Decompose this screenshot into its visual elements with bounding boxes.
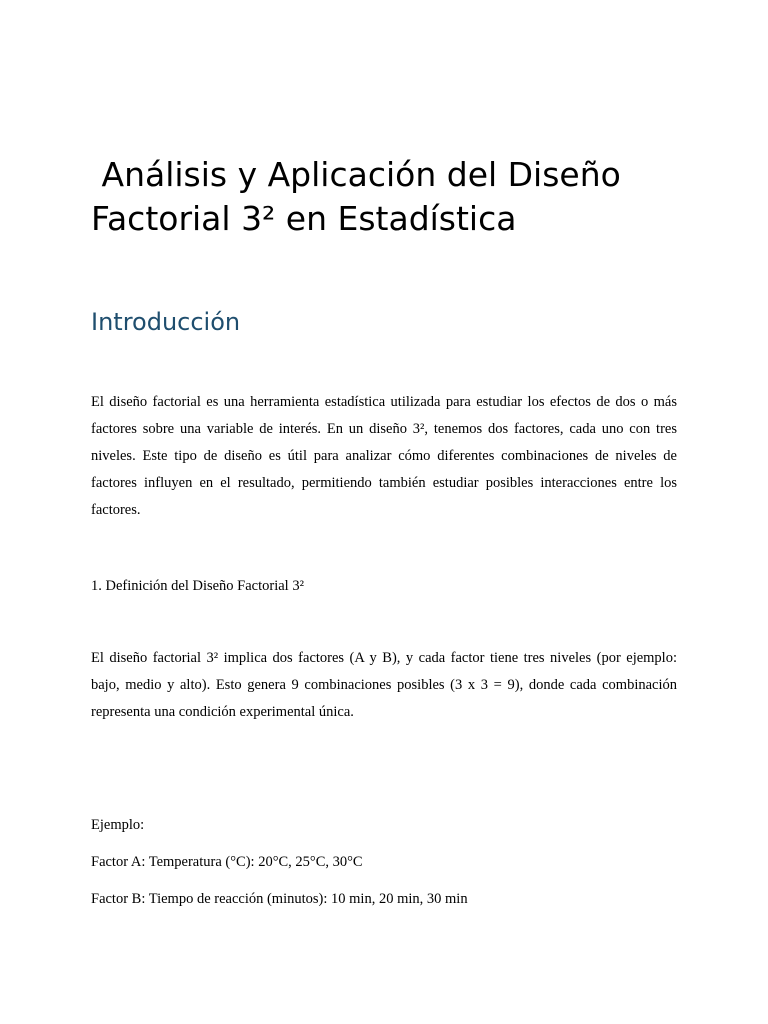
example-label: Ejemplo: <box>91 817 145 833</box>
factor-a-line: Factor A: Temperatura (°C): 20°C, 25°C, 30°C <box>91 854 363 870</box>
section-1-heading: 1. Definición del Diseño Factorial 3² <box>91 578 304 594</box>
document-title: Análisis y Aplicación del Diseño Factorial 3² en Estadística <box>91 155 632 238</box>
introduction-heading: Introducción <box>91 308 241 336</box>
factor-b-line: Factor B: Tiempo de reacción (minutos): 10 min, 20 min, 30 min <box>91 891 468 907</box>
introduction-paragraph: El diseño factorial es una herramienta estadística utilizada para estudiar los efectos de dos o más factores sobre una variable de interés. En un diseño 3², tenemos dos factores, cada uno con tres niveles. Este tipo de diseño es útil para analizar cómo diferentes combinaciones de niveles de factores influyen en el resultado, permitiendo también estudiar posibles interacciones entre los factores. <box>91 394 677 518</box>
section-1-paragraph: El diseño factorial 3² implica dos factores (A y B), y cada factor tiene tres niveles (por ejemplo: bajo, medio y alto). Esto genera 9 combinaciones posibles (3 x 3 = 9), donde cada combinación representa una condición experimental única. <box>91 650 677 720</box>
